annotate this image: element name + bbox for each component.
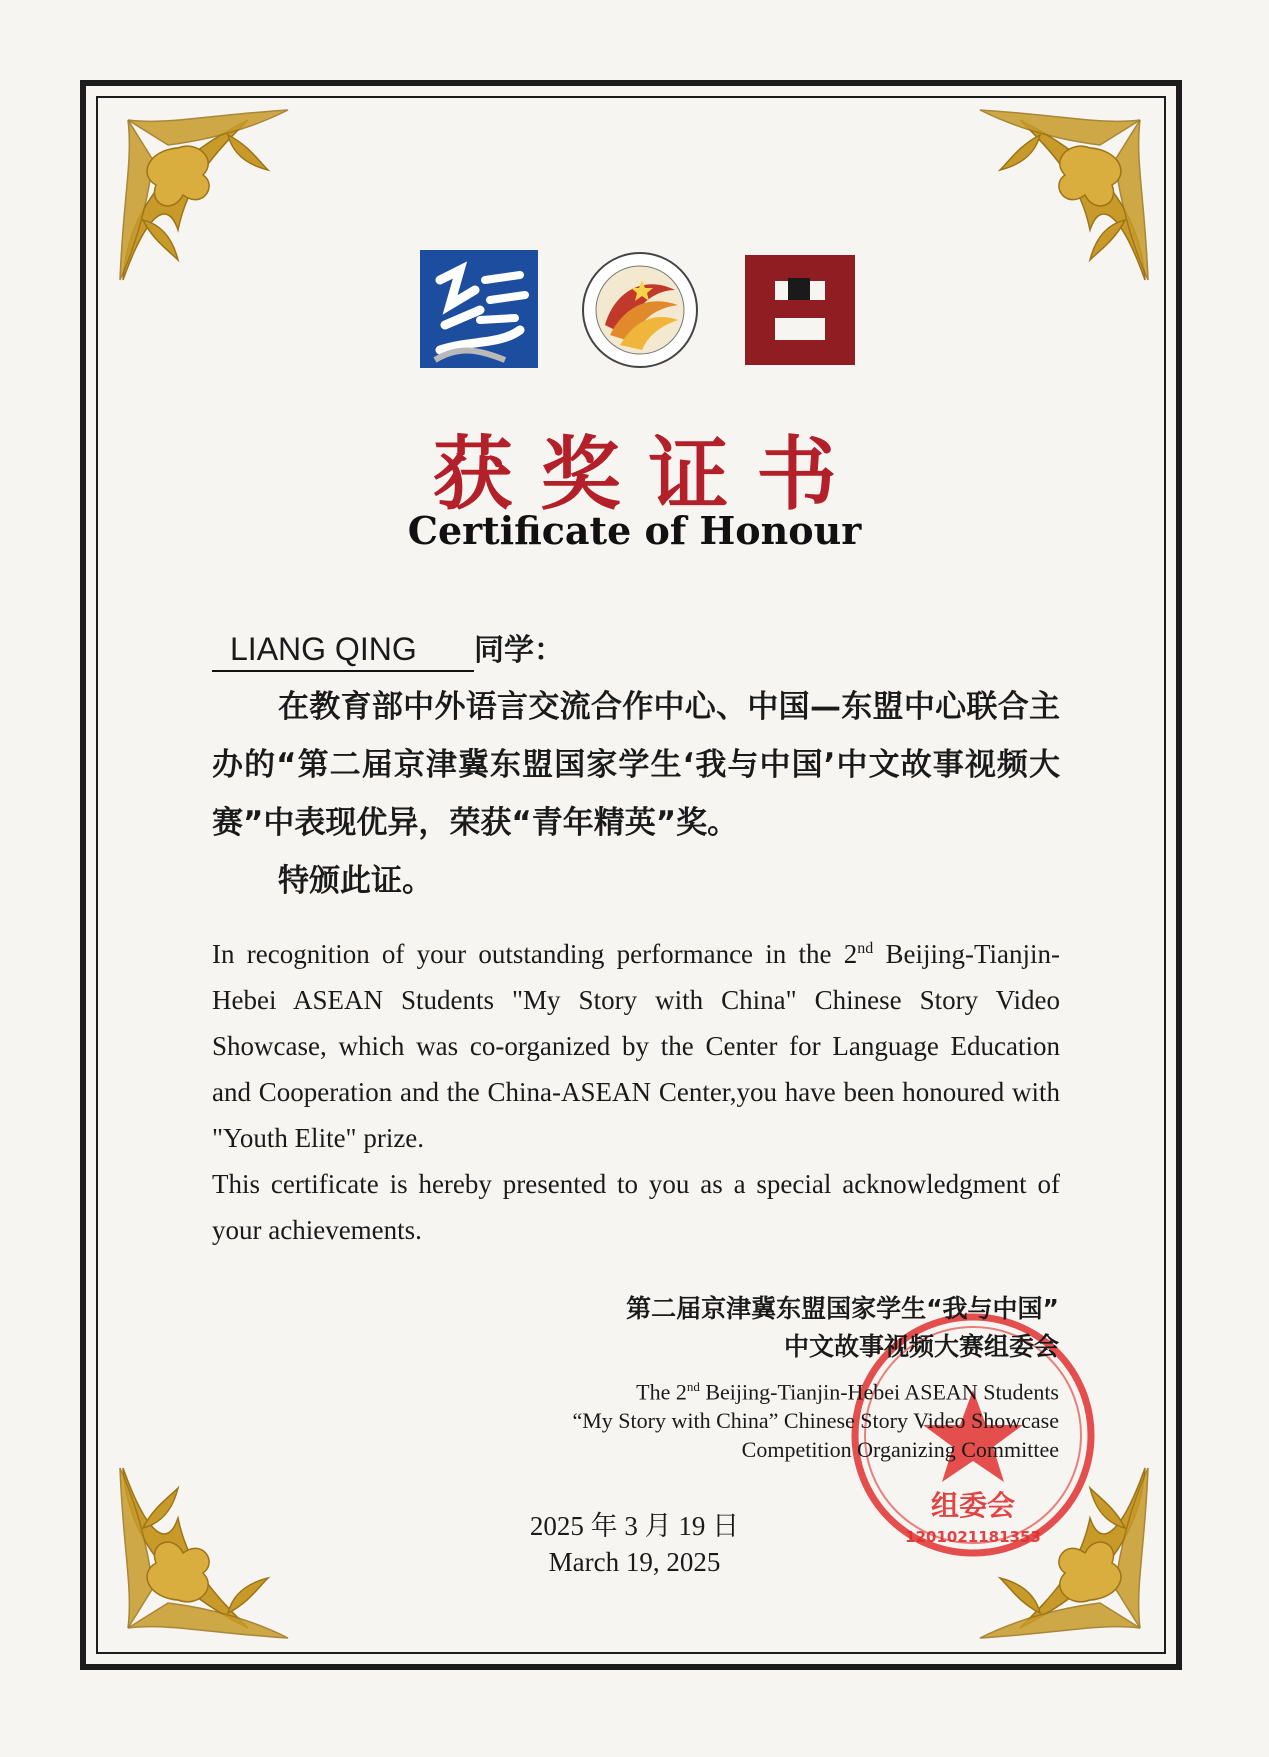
asean-china-centre-emblem [583, 253, 697, 367]
language-calligraphy-logo [420, 250, 538, 368]
recipient-name: LIANG QING [212, 631, 474, 672]
organizer-en-ordinal: nd [686, 1379, 700, 1394]
body-en-ordinal: nd [857, 940, 874, 957]
body-en [212, 926, 1060, 1253]
body-cn-paragraph-2: 特颁此证。 [278, 863, 433, 899]
issue-date [0, 1508, 1269, 1580]
logo-row [420, 250, 860, 375]
body-cn-paragraph-1: 在教育部中外语言交流合作中心、中国—东盟中心联合主办的“第二届京津冀东盟国家学生‘我与中国’中文故事视频大赛”中表现优异，荣获“青年精英”奖。 [212, 689, 1060, 841]
organizer-cn-line-1: 第二届京津冀东盟国家学生“我与中国” [626, 1294, 1059, 1323]
body-cn [212, 678, 1060, 910]
organizer-en-line-1-post: Beijing-Tianjin-Hebei ASEAN Students [699, 1379, 1059, 1405]
body-en-p1-pre: In recognition of your outstanding performance in the 2 [212, 939, 858, 969]
seal-number: 1201021181353 [905, 1528, 1041, 1546]
organizer-en-line-3: Competition Organizing Committee [741, 1437, 1059, 1463]
recipient-suffix: 同学： [474, 633, 564, 668]
organizer-cn-line-2: 中文故事视频大赛组委会 [783, 1332, 1059, 1361]
body-en-paragraph-2: This certificate is hereby presented to you as a special acknowledgment of your achievements. [212, 1169, 1060, 1245]
corner-ornament-top-left [108, 100, 308, 300]
body-en-p1-post: Beijing-Tianjin-Hebei ASEAN Students "My Story with China" Chinese Story Video Showcase, which was co-organized by the Center for Language Education and Cooperation and the China-ASEAN Center,you have been honoured with "Youth Elite" prize. [212, 939, 1060, 1153]
organizer-en [572, 1372, 1059, 1464]
certificate-title-en: Certificate of Honour [407, 508, 862, 553]
body-en-paragraph-1 [212, 926, 1060, 1161]
seal-center-text: 组委会 [930, 1489, 1016, 1522]
issue-date-cn: 2025 年 3 月 19 日 [529, 1511, 740, 1541]
corner-ornament-top-right [960, 100, 1160, 300]
organizer-en-line-2: “My Story with China” Chinese Story Video Showcase [572, 1408, 1059, 1434]
red-seal-logo [740, 250, 858, 368]
certificate-title-cn: 获奖证书 [432, 427, 865, 521]
recipient-line [212, 625, 564, 672]
organizer-cn [626, 1290, 1059, 1366]
issue-date-en: March 19, 2025 [548, 1547, 721, 1577]
organizer-en-line-1-pre: The 2 [636, 1379, 687, 1405]
organizer-en-line-1 [572, 1372, 1059, 1406]
